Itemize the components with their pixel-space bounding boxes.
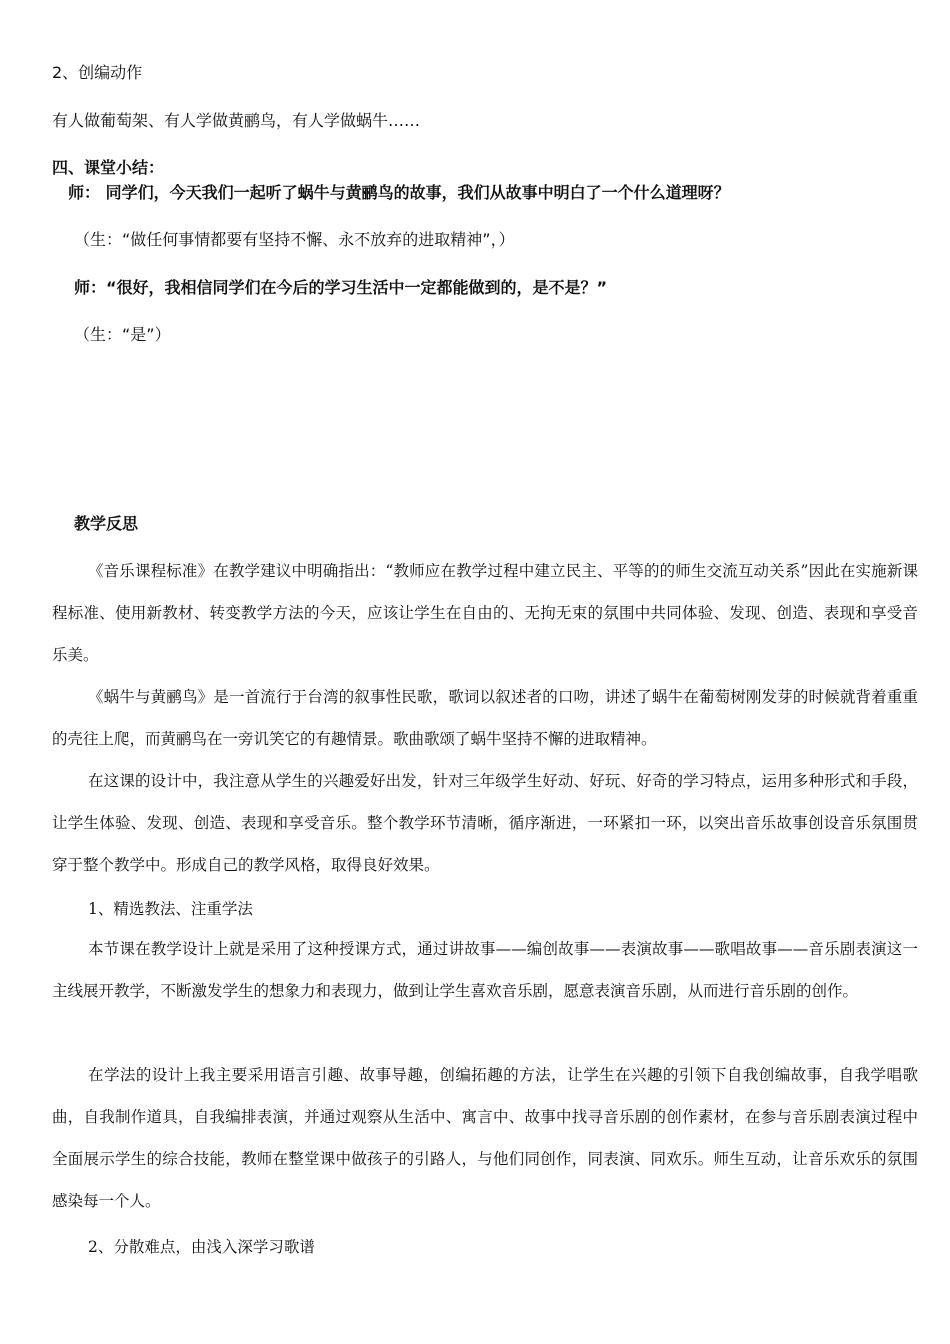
reflection-paragraph-4: 本节课在教学设计上就是采用了这种授课方式，通过讲故事——编创故事——表演故事——歌唱故事——音乐剧表演这一主线展开教学，不断激发学生的想象力和表现力，做到让学生喜欢音乐剧，愿意表演音乐剧，从而进行音乐剧的创作。	[52, 940, 918, 1000]
summary-heading: 四、课堂小结：	[52, 158, 165, 177]
reflection-paragraph-5: 在学法的设计上我主要采用语言引趣、故事导趣，创编拓趣的方法，让学生在兴趣的引领下自我创编故事，自我学唱歌曲，自我制作道具，自我编排表演，并通过观察从生活中、寓言中、故事中找寻音乐剧的创作素材，在参与音乐剧表演过程中全面展示学生的综合技能，教师在整堂课中做孩子的引路人，与他们同创作，同表演、同欢乐。师生互动，让音乐欢乐的氛围感染每一个人。	[52, 1066, 918, 1210]
item2-heading: 2、创编动作	[52, 63, 143, 82]
teacher-question-1: 师： 同学们，今天我们一起听了蜗牛与黄鹂鸟的故事，我们从故事中明白了一个什么道理呀？	[68, 183, 730, 202]
teacher-question-2: 师：“很好，我相信同学们在今后的学习生活中一定都能做到的，是不是？”	[74, 278, 608, 297]
student-answer-1: （生：“做任何事情都要有坚持不懈、永不放弃的进取精神”，）	[74, 230, 515, 249]
reflection-paragraph-2: 《蜗牛与黄鹂鸟》是一首流行于台湾的叙事性民歌，歌词以叙述者的口吻，讲述了蜗牛在葡萄树刚发芽的时候就背着重重的壳往上爬，而黄鹂鸟在一旁讥笑它的有趣情景。歌曲歌颂了蜗牛坚持不懈的进取精神。	[52, 688, 918, 748]
student-answer-2: （生：“是”）	[74, 325, 171, 344]
reflection-paragraph-1: 《音乐课程标准》在教学建议中明确指出：“教师应在教学过程中建立民主、平等的的师生交流互动关系”因此在实施新课程标准、使用新教材、转变教学方法的今天，应该让学生在自由的、无拘无束的氛围中共同体验、发现、创造、表现和享受音乐美。	[52, 562, 918, 664]
item2-text: 有人做葡萄架、有人学做黄鹂鸟，有人学做蜗牛……	[52, 111, 421, 130]
reflection-subheading-1: 1、精选教法、注重学法	[88, 900, 253, 918]
reflection-paragraph-3: 在这课的设计中，我注意从学生的兴趣爱好出发，针对三年级学生好动、好玩、好奇的学习特点，运用多种形式和手段，让学生体验、发现、创造、表现和享受音乐。整个教学环节清晰，循序渐进，一环紧扣一环，以突出音乐故事创设音乐氛围贯穿于整个教学中。形成自己的教学风格，取得良好效果。	[52, 772, 918, 874]
reflection-subheading-2: 2、分散难点，由浅入深学习歌谱	[88, 1238, 315, 1256]
reflection-heading: 教学反思	[74, 514, 139, 533]
